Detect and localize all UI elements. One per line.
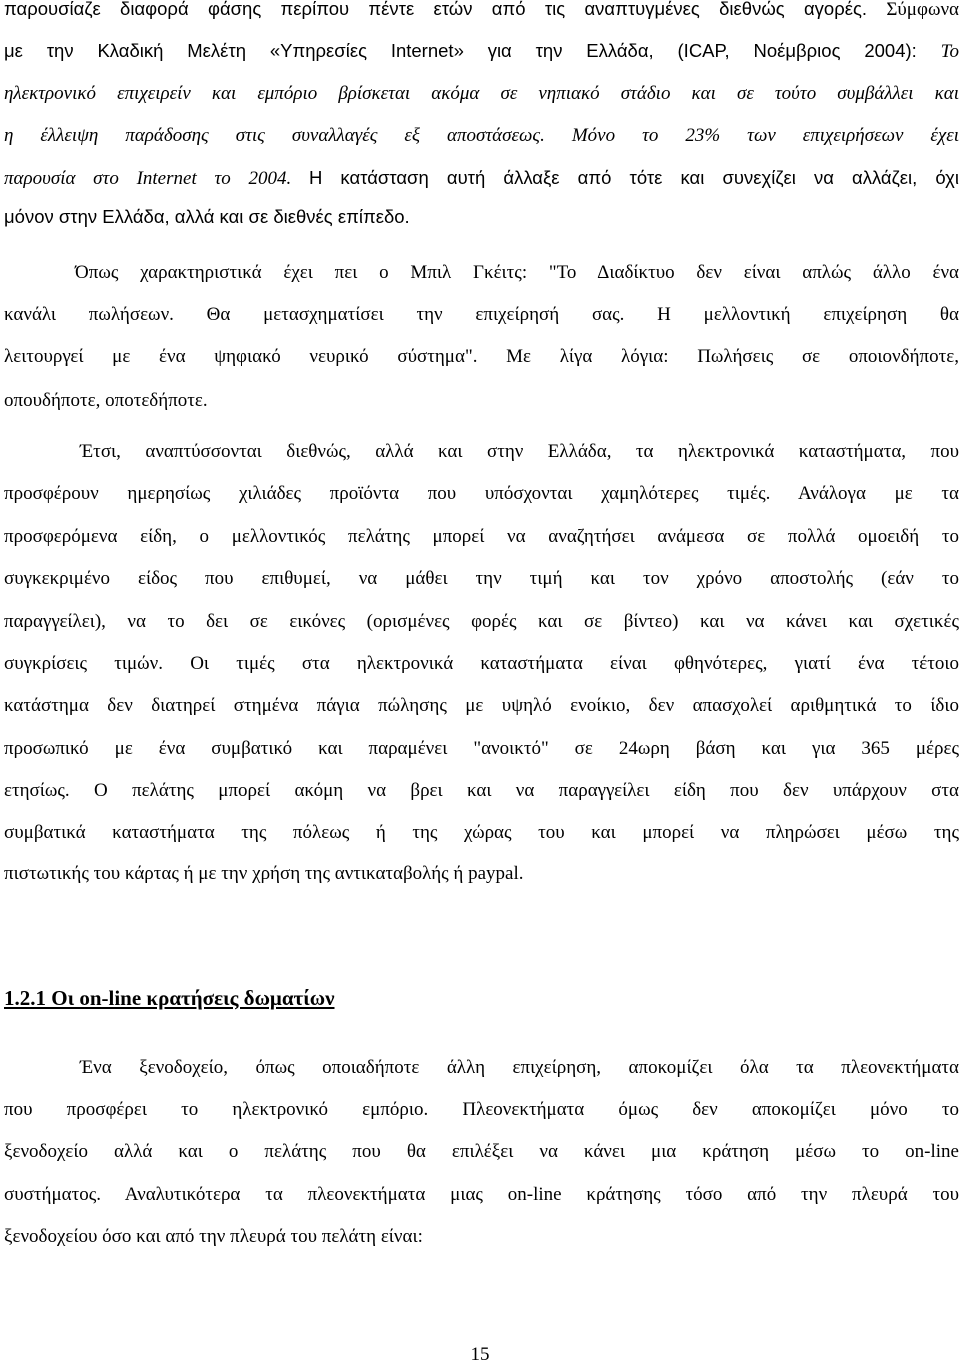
text-line: παρουσίαζε διαφορά φάσης περίπου πέντε ετών από τις αναπτυγμένες διεθνώς αγορές. Σύμφωνα	[4, 0, 959, 20]
text-line: κανάλι πωλήσεων. Θα μετασχηματίσει την επιχείρησή σας. Η μελλοντική επιχείρηση θα	[4, 304, 959, 325]
text-line: συγκρίσεις τιμών. Οι τιμές στα ηλεκτρονικά καταστήματα είναι φθηνότερες, γιατί ένα τέτοιο	[4, 653, 959, 674]
text-line: παραγγείλει), να το δει σε εικόνες (ορισμένες φορές και σε βίντεο) και να κάνει και σχετικές	[4, 611, 959, 632]
text-line: προσφέρουν ημερησίως χιλιάδες προϊόντα που υπόσχονται χαμηλότερες τιμές. Ανάλογα με τα	[4, 483, 959, 504]
section-heading: 1.2.1 Οι on-line κρατήσεις δωματίων	[4, 986, 335, 1010]
text-line: η έλλειψη παράδοσης στις συναλλαγές εξ αποστάσεως. Μόνο το 23% των επιχειρήσεων έχει	[4, 125, 960, 146]
text-line: Έτσι, αναπτύσσονται διεθνώς, αλλά και στην Ελλάδα, τα ηλεκτρονικά καταστήματα, που	[80, 441, 959, 462]
text-line: μόνον στην Ελλάδα, αλλά και σε διεθνές επίπεδο.	[4, 206, 410, 227]
text-line: ετησίως. Ο πελάτης μπορεί ακόμη να βρει και να παραγγείλει είδη που δεν υπάρχουν στα	[4, 780, 959, 801]
text-line: Όπως χαρακτηριστικά έχει πει ο Μπιλ Γκέιτς: "Το Διαδίκτυο δεν είναι απλώς άλλο ένα	[75, 262, 959, 283]
text-line: συγκεκριμένο είδος που επιθυμεί, να μάθει την τιμή και τον χρόνο αποστολής (εάν το	[4, 568, 959, 589]
text-line: πιστωτικής του κάρτας ή με την χρήση της αντικαταβολής ή paypal.	[4, 863, 524, 884]
text-line: οπουδήποτε, οποτεδήποτε.	[4, 390, 208, 411]
text-line: λειτουργεί με ένα ψηφιακό νευρικό σύστημα". Με λίγα λόγια: Πωλήσεις σε οποιονδήποτε,	[4, 346, 959, 367]
text-line: προσφερόμενα είδη, ο μελλοντικός πελάτης μπορεί να αναζητήσει ανάμεσα σε πολλά ομοειδή το	[4, 526, 959, 547]
text-line: κατάστημα δεν διατηρεί στημένα πάγια πώλησης με υψηλό ενοίκιο, δεν απασχολεί αριθμητικά το ίδιο	[4, 695, 959, 716]
text-line: με την Κλαδική Μελέτη «Υπηρεσίες Internet» για την Ελλάδα, (ICAP, Νοέμβριος 2004): Το	[4, 40, 959, 62]
text-line: παρουσία στο Internet το 2004. Η κατάσταση αυτή άλλαξε από τότε και συνεχίζει να αλλάζει, όχι	[4, 167, 959, 189]
text-line: ξενοδοχείο αλλά και ο πελάτης που θα επιλέξει να κάνει μια κράτηση μέσω το on-line	[4, 1141, 959, 1162]
text-line: προσωπικό με ένα συμβατικό και παραμένει "ανοικτό" σε 24ωρη βάση και για 365 μέρες	[4, 738, 959, 759]
text-line: ξενοδοχείου όσο και από την πλευρά του πελάτη είναι:	[4, 1226, 423, 1247]
text-line: ηλεκτρονικό επιχειρείν και εμπόριο βρίσκεται ακόμα σε νηπιακό στάδιο και σε τούτο συμβάλλει και	[4, 83, 959, 104]
page-number: 15	[470, 1344, 490, 1365]
text-line: που προσφέρει το ηλεκτρονικό εμπόριο. Πλεονεκτήματα όμως δεν αποκομίζει μόνο το	[4, 1099, 960, 1120]
text-line: Ένα ξενοδοχείο, όπως οποιαδήποτε άλλη επιχείρηση, αποκομίζει όλα τα πλεονεκτήματα	[80, 1057, 959, 1078]
text-line: συμβατικά καταστήματα της πόλεως ή της χώρας του και μπορεί να πληρώσει μέσω της	[4, 822, 959, 843]
text-line: συστήματος. Αναλυτικότερα τα πλεονεκτήματα μιας on-line κράτησης τόσο από την πλευρά του	[4, 1184, 960, 1205]
